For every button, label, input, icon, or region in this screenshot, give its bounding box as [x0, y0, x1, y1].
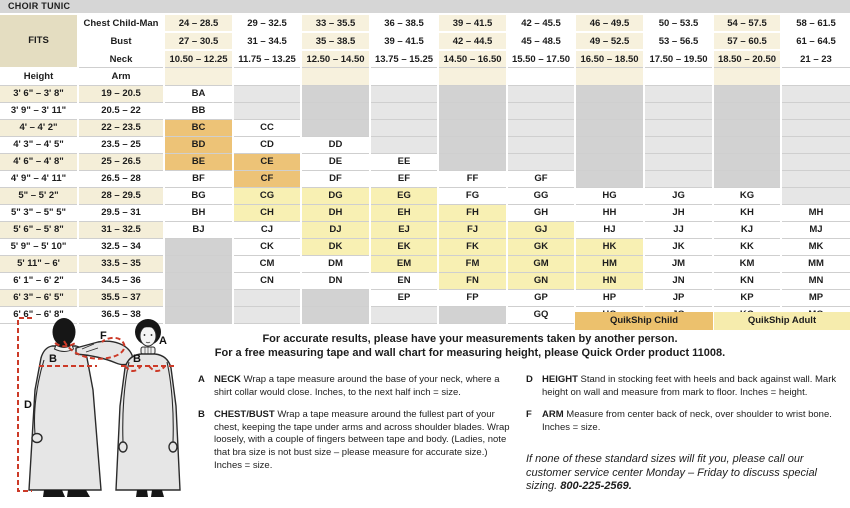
instruction-text: ARM Measure from center back of neck, over shoulder to wrist bone. Inches = size. [542, 409, 832, 433]
neck-range-cell: 14.50 – 16.50 [438, 50, 507, 68]
height-range-cell: 5" 3" – 5" 5" [0, 204, 78, 221]
size-code-cell: GQ [507, 306, 575, 323]
bust-range-cell: 31 – 34.5 [233, 32, 301, 50]
size-code-cell: BA [164, 85, 233, 102]
chart-title-bar [0, 0, 850, 13]
arm-range-cell: 19 – 20.5 [78, 85, 164, 102]
size-code-cell: HJ [575, 221, 644, 238]
size-code-cell: BG [164, 187, 233, 204]
size-code-cell [301, 289, 370, 306]
size-code-cell: JK [644, 238, 713, 255]
size-code-cell [370, 136, 438, 153]
size-code-cell [164, 272, 233, 289]
size-code-cell: MP [781, 289, 850, 306]
neck-range-cell: 21 – 23 [781, 50, 850, 68]
instruction-item [526, 374, 850, 399]
size-code-cell: GM [507, 255, 575, 272]
neck-row-label: Neck [78, 50, 164, 68]
arm-range-cell: 33.5 – 35 [78, 255, 164, 272]
size-code-cell: JG [644, 187, 713, 204]
size-code-cell: GJ [507, 221, 575, 238]
size-code-cell: EE [370, 153, 438, 170]
size-code-cell: KK [713, 238, 781, 255]
arm-range-cell: 23.5 – 25 [78, 136, 164, 153]
tunic-front [116, 354, 180, 490]
size-code-cell: FN [438, 272, 507, 289]
height-range-cell: 3' 9" – 3' 11" [0, 102, 78, 119]
size-code-cell [507, 102, 575, 119]
size-code-cell [438, 85, 507, 102]
special-sizing-text: If none of these standard sizes will fit you, please call our customer service center Monday – Friday to discuss special sizing. [526, 453, 818, 492]
size-code-cell [507, 85, 575, 102]
arm-range-cell: 29.5 – 31 [78, 204, 164, 221]
size-code-cell: CC [233, 119, 301, 136]
height-range-cell: 4' – 4' 2" [0, 119, 78, 136]
instructions-right-column [526, 374, 850, 444]
measuring-intro [190, 333, 750, 360]
size-code-cell: BF [164, 170, 233, 187]
size-code-cell: EJ [370, 221, 438, 238]
height-range-cell: 3' 6" – 3' 8" [0, 85, 78, 102]
illustration-label-b-left: B [49, 353, 57, 365]
size-code-cell: BJ [164, 221, 233, 238]
size-code-cell [781, 85, 850, 102]
size-code-cell [301, 119, 370, 136]
arm-range-cell: 32.5 – 34 [78, 238, 164, 255]
height-range-cell: 5' 11" – 6' [0, 255, 78, 272]
size-code-cell: GN [507, 272, 575, 289]
height-range-cell: 6' 3" – 6' 5" [0, 289, 78, 306]
spacer-cell [713, 68, 781, 86]
size-code-cell [713, 153, 781, 170]
size-code-cell: GH [507, 204, 575, 221]
size-code-cell: GF [507, 170, 575, 187]
size-code-cell: JP [644, 289, 713, 306]
height-range-cell: 5' 9" – 5' 10" [0, 238, 78, 255]
size-code-cell: HG [575, 187, 644, 204]
spacer-cell [233, 68, 301, 86]
size-code-cell: JM [644, 255, 713, 272]
illustration-label-b-right: B [133, 353, 141, 365]
size-code-cell: FK [438, 238, 507, 255]
chart-title: CHOIR TUNIC [8, 1, 71, 11]
spacer-cell [370, 68, 438, 86]
size-code-cell [644, 153, 713, 170]
arm-range-cell: 36.5 – 38 [78, 306, 164, 323]
size-code-cell: DK [301, 238, 370, 255]
size-code-cell: JJ [644, 221, 713, 238]
size-code-cell [575, 170, 644, 187]
arm-range-cell: 25 – 26.5 [78, 153, 164, 170]
size-code-cell: HP [575, 289, 644, 306]
size-code-cell [370, 102, 438, 119]
size-code-cell: KJ [713, 221, 781, 238]
neck-range-cell: 11.75 – 13.25 [233, 50, 301, 68]
size-code-cell [507, 153, 575, 170]
size-code-cell [781, 119, 850, 136]
size-code-cell [713, 170, 781, 187]
size-code-cell: MH [781, 204, 850, 221]
size-code-cell [370, 306, 438, 323]
size-code-cell: JN [644, 272, 713, 289]
neck-range-cell: 16.50 – 18.50 [575, 50, 644, 68]
size-code-cell: CJ [233, 221, 301, 238]
arm-range-cell: 26.5 – 28 [78, 170, 164, 187]
size-code-cell: MN [781, 272, 850, 289]
size-code-cell: EM [370, 255, 438, 272]
instruction-text: HEIGHT Stand in stocking feet with heels and back against wall. Mark height on wall and measure from mark to floor. Inches = height. [542, 374, 837, 398]
spacer-cell [781, 68, 850, 86]
size-code-cell [781, 170, 850, 187]
size-code-cell [370, 119, 438, 136]
size-code-cell: CN [233, 272, 301, 289]
size-code-cell [644, 136, 713, 153]
chest-range-cell: 39 – 41.5 [438, 15, 507, 32]
height-range-cell: 4' 9" – 4' 11" [0, 170, 78, 187]
height-range-cell: 4' 3" – 4' 5" [0, 136, 78, 153]
height-range-cell: 5" – 5' 2" [0, 187, 78, 204]
measurement-illustration [2, 314, 196, 508]
spacer-cell [644, 68, 713, 86]
spacer-cell [164, 68, 233, 86]
bust-range-cell: 39 – 41.5 [370, 32, 438, 50]
size-code-cell [575, 85, 644, 102]
height-column-header: Height [0, 68, 78, 86]
size-code-cell [575, 136, 644, 153]
arm-range-cell: 31 – 32.5 [78, 221, 164, 238]
size-code-cell: MM [781, 255, 850, 272]
size-code-cell: HN [575, 272, 644, 289]
size-code-cell [781, 187, 850, 204]
size-code-cell: KP [713, 289, 781, 306]
chest-range-cell: 36 – 38.5 [370, 15, 438, 32]
size-code-cell: BE [164, 153, 233, 170]
size-code-cell: GP [507, 289, 575, 306]
arm-range-cell: 35.5 – 37 [78, 289, 164, 306]
instruction-item [198, 409, 516, 472]
size-code-cell: FJ [438, 221, 507, 238]
size-code-cell: KM [713, 255, 781, 272]
height-range-cell: 6' 1" – 6' 2" [0, 272, 78, 289]
neck-range-cell: 12.50 – 14.50 [301, 50, 370, 68]
chest-range-cell: 24 – 28.5 [164, 15, 233, 32]
size-code-cell: HH [575, 204, 644, 221]
size-code-cell: FH [438, 204, 507, 221]
size-code-cell [164, 238, 233, 255]
size-code-cell [438, 306, 507, 323]
size-code-cell [781, 153, 850, 170]
size-code-cell [370, 85, 438, 102]
height-range-cell: 5' 6" – 5' 8" [0, 221, 78, 238]
intro-line-1: For accurate results, please have your measurements taken by another person. [262, 333, 678, 345]
chest-row-label: Chest Child-Man [78, 15, 164, 32]
size-code-cell [575, 119, 644, 136]
size-code-cell: KN [713, 272, 781, 289]
size-code-cell [301, 102, 370, 119]
size-code-cell: HM [575, 255, 644, 272]
arm-range-cell: 34.5 – 36 [78, 272, 164, 289]
size-code-cell: DN [301, 272, 370, 289]
size-code-cell: CM [233, 255, 301, 272]
size-code-cell: CF [233, 170, 301, 187]
height-range-cell: 4' 6" – 4' 8" [0, 153, 78, 170]
size-code-cell [301, 306, 370, 323]
size-code-cell: FG [438, 187, 507, 204]
size-code-cell [301, 85, 370, 102]
size-code-cell [781, 102, 850, 119]
size-code-cell: CK [233, 238, 301, 255]
size-code-cell [644, 119, 713, 136]
size-code-cell: BD [164, 136, 233, 153]
size-code-cell [233, 289, 301, 306]
size-code-cell: DM [301, 255, 370, 272]
bust-range-cell: 42 – 44.5 [438, 32, 507, 50]
size-code-cell [438, 102, 507, 119]
size-code-cell: DH [301, 204, 370, 221]
fits-label: FITS [0, 15, 78, 68]
chest-range-cell: 42 – 45.5 [507, 15, 575, 32]
quikship-adult-badge: QuikShip Adult [714, 312, 850, 330]
size-code-cell: BH [164, 204, 233, 221]
bust-range-cell: 27 – 30.5 [164, 32, 233, 50]
size-code-cell: MJ [781, 221, 850, 238]
arm-range-cell: 22 – 23.5 [78, 119, 164, 136]
customer-service-phone: 800-225-2569. [560, 480, 632, 492]
size-code-cell: EP [370, 289, 438, 306]
size-code-cell: EN [370, 272, 438, 289]
special-sizing-note [526, 453, 838, 494]
intro-line-2: For a free measuring tape and wall chart for measuring height, please Quick Order product 11008. [214, 346, 726, 359]
size-code-cell [781, 136, 850, 153]
size-code-cell: EH [370, 204, 438, 221]
instruction-text: NECK Wrap a tape measure around the base of your neck, where a shirt collar would close. Inches, to the next half inch = size. [214, 374, 500, 398]
size-code-cell: DD [301, 136, 370, 153]
illustration-label-f: F [100, 330, 107, 342]
size-code-cell: HK [575, 238, 644, 255]
instruction-item [198, 374, 516, 399]
instruction-item [526, 409, 850, 434]
arm-range-cell: 28 – 29.5 [78, 187, 164, 204]
spacer-cell [575, 68, 644, 86]
size-code-cell: CG [233, 187, 301, 204]
chest-range-cell: 58 – 61.5 [781, 15, 850, 32]
size-code-cell: GK [507, 238, 575, 255]
size-code-cell: FM [438, 255, 507, 272]
size-code-cell: EK [370, 238, 438, 255]
size-code-cell: BC [164, 119, 233, 136]
size-code-cell [438, 136, 507, 153]
bust-range-cell: 35 – 38.5 [301, 32, 370, 50]
bust-range-cell: 53 – 56.5 [644, 32, 713, 50]
size-code-cell [713, 119, 781, 136]
neck-range-cell: 13.75 – 15.25 [370, 50, 438, 68]
spacer-cell [301, 68, 370, 86]
instruction-letter: B [198, 409, 205, 421]
chest-range-cell: 50 – 53.5 [644, 15, 713, 32]
size-code-cell: JH [644, 204, 713, 221]
illustration-label-a: A [159, 335, 167, 347]
spacer-cell [438, 68, 507, 86]
chest-range-cell: 46 – 49.5 [575, 15, 644, 32]
size-code-cell [164, 255, 233, 272]
size-code-cell [644, 85, 713, 102]
size-code-cell [507, 136, 575, 153]
spacer-cell [507, 68, 575, 86]
size-code-cell: KH [713, 204, 781, 221]
size-table [0, 15, 850, 324]
size-code-cell [575, 153, 644, 170]
size-code-cell [713, 136, 781, 153]
neck-range-cell: 10.50 – 12.25 [164, 50, 233, 68]
size-code-cell: FF [438, 170, 507, 187]
size-code-cell: CD [233, 136, 301, 153]
size-code-cell: CH [233, 204, 301, 221]
illustration-label-d: D [24, 399, 32, 411]
size-code-cell [644, 170, 713, 187]
bust-range-cell: 49 – 52.5 [575, 32, 644, 50]
size-code-cell [233, 102, 301, 119]
instruction-text: CHEST/BUST Wrap a tape measure around the fullest part of your chest, keeping the tape under arms and across shoulder blades. Wrap loosely, with a couple of fingers between tape and body. (Ladies, note that bra size is not bust size – please measure for accurate size.) Inches = size. [214, 409, 510, 471]
arm-column-header: Arm [78, 68, 164, 86]
size-code-cell [438, 119, 507, 136]
quikship-child-badge: QuikShip Child [575, 312, 713, 330]
bust-range-cell: 57 – 60.5 [713, 32, 781, 50]
size-code-cell [644, 102, 713, 119]
neck-range-cell: 15.50 – 17.50 [507, 50, 575, 68]
size-code-cell: MK [781, 238, 850, 255]
bust-range-cell: 45 – 48.5 [507, 32, 575, 50]
tunic-back [29, 346, 101, 490]
arm-range-cell: 20.5 – 22 [78, 102, 164, 119]
size-code-cell: DJ [301, 221, 370, 238]
size-code-cell: BB [164, 102, 233, 119]
height-range-cell: 6' 6" – 6' 8" [0, 306, 78, 323]
size-code-cell [233, 306, 301, 323]
size-code-cell [164, 289, 233, 306]
size-code-cell [575, 102, 644, 119]
chest-range-cell: 54 – 57.5 [713, 15, 781, 32]
instruction-letter: A [198, 374, 205, 385]
size-code-cell [713, 85, 781, 102]
size-code-cell: GG [507, 187, 575, 204]
neck-range-cell: 17.50 – 19.50 [644, 50, 713, 68]
size-code-cell: FP [438, 289, 507, 306]
size-code-cell: KG [713, 187, 781, 204]
size-code-cell [507, 119, 575, 136]
bust-row-label: Bust [78, 32, 164, 50]
size-code-cell [713, 102, 781, 119]
instructions-left-column [198, 374, 516, 482]
size-code-cell [438, 153, 507, 170]
size-code-cell [233, 85, 301, 102]
size-code-cell: DE [301, 153, 370, 170]
neck-range-cell: 18.50 – 20.50 [713, 50, 781, 68]
size-code-cell: CE [233, 153, 301, 170]
chest-range-cell: 29 – 32.5 [233, 15, 301, 32]
instruction-letter: D [526, 374, 533, 385]
bust-range-cell: 61 – 64.5 [781, 32, 850, 50]
size-code-cell: EG [370, 187, 438, 204]
size-code-cell: EF [370, 170, 438, 187]
size-code-cell: DG [301, 187, 370, 204]
instruction-letter: F [526, 409, 532, 421]
chest-range-cell: 33 – 35.5 [301, 15, 370, 32]
size-code-cell: DF [301, 170, 370, 187]
